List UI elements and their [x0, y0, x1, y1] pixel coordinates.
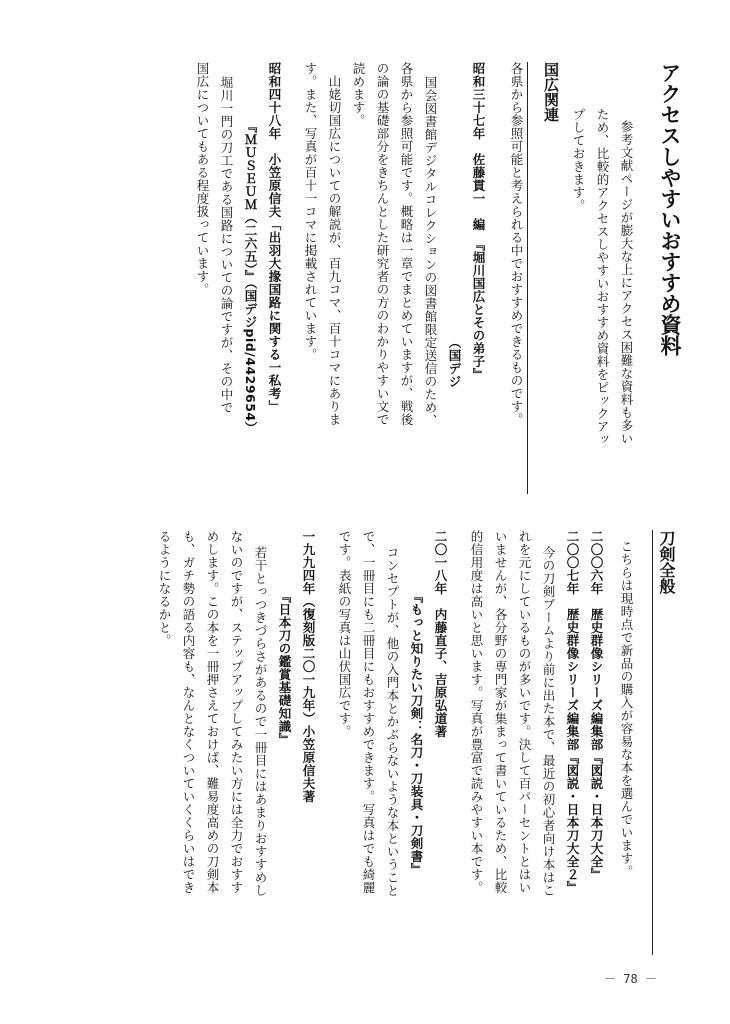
- lower-entry2-heading2: 『もっと知りたい刀剣：名刀・刀装具・刀剣書』: [409, 590, 424, 876]
- lower-entry1-body-2: れを元にしているものが多いです。決して百パーセントとはい: [517, 530, 532, 894]
- lower-entry3-body-3: めします。この本を一冊押さえておけば、難易度高めの刀剣本: [205, 530, 220, 894]
- lower-entry3-body-4: も、ガチ勢の語る内容も、なんとなくついていくくらいはでき: [181, 530, 196, 894]
- upper-entry2-body-2: 国広についてもある程度扱っています。: [195, 62, 210, 296]
- lower-intro: こちらは現時点で新品の購入が容易な本を選んでいます。: [619, 540, 634, 878]
- upper-entry1-body-5: 山姥切国広についての解説が、百九コマ、百十コマにありま: [327, 62, 342, 426]
- upper-intro-1: 参考文献ページが膨大な上にアクセス困難な資料も多い: [619, 120, 634, 445]
- lower-entry3-body-5: るようになるかと。: [157, 530, 172, 647]
- upper-entry1-body-2: 各県から参照可能です。概略は一章でまとめていますが、戦後: [399, 62, 414, 426]
- upper-entry1-body-3: の論の基礎部分をきちんとした研究者の方のわかりやすい文で: [375, 62, 390, 426]
- upper-entry1-heading2: （国デジ: [447, 336, 462, 388]
- lower-entry1-body-3: いませんが、各分野の専門家が集まって書いているため、比較: [493, 530, 508, 894]
- lower-entry2-body-2: で、一冊目にも二冊目にもおすすめできます。写真はでも綺麗: [361, 530, 376, 894]
- lower-entry2-body-3: です。表紙の写真は山伏国広です。: [337, 530, 352, 738]
- lower-entry3-heading2: 『日本刀の鑑賞基礎知識』: [277, 590, 292, 746]
- upper-entry1-body-1: 国会図書館デジタルコレクションの図書館限定送信のため、: [423, 76, 438, 427]
- upper-section-heading: 国広関連: [542, 62, 560, 122]
- upper-entry2-heading1: 昭和四十八年 小笠原信夫「出羽大掾国路に関する一私考」: [267, 62, 282, 413]
- upper-section-intro: 各県から参照可能と考えられる中でおすすめできるものです。: [509, 62, 524, 426]
- lower-entry1-body-1: 今の刀剣ブームより前に出た本で、最近の初心者向け本はこ: [541, 546, 556, 897]
- lower-title-rule: [652, 530, 653, 955]
- upper-entry1-body-4: 読めます。: [351, 62, 366, 127]
- lower-entry2-body-1: コンセプトが、他の入門本とかぶらないような本ということ: [385, 546, 400, 897]
- lower-title: 刀剣全般: [657, 530, 676, 594]
- lower-entry3-body-1: 若干とっつきづらさがあるので一冊目にはあまりおすすめし: [253, 546, 268, 897]
- upper-title: アクセスしやすいおすすめ資料: [658, 62, 682, 356]
- lower-entry2-heading1: 二〇一八年 内藤直子、吉原弘道著: [433, 530, 448, 738]
- upper-intro-2: ため、比較的アクセスしやすいおすすめ資料をピックアッ: [595, 108, 610, 446]
- lower-entry3-body-2: ないのですが、ステップアップしてみたい方には全力でおすす: [229, 530, 244, 894]
- upper-intro-3: プしておきます。: [571, 108, 586, 212]
- lower-entry1-heading2: 二〇〇七年 歴史群像シリーズ編集部『図説・日本刀大全２』: [565, 530, 580, 894]
- upper-entry2-body-1: 堀川一門の刀工である国路についての論ですが、その中で: [219, 76, 234, 414]
- lower-entry1-heading1: 二〇〇六年 歴史群像シリーズ編集部『図説・日本刀大全』: [589, 530, 604, 881]
- upper-entry1-body-6: す。また、写真が百十一コマに掲載されています。: [303, 62, 318, 361]
- lower-entry1-body-4: 的信用度は高いと思います。写真が豊富で読みやすい本です。: [469, 530, 484, 894]
- page-number: － 78 －: [604, 972, 657, 986]
- upper-entry2-heading2: 『ＭＵＳＥＵＭ（二六五）』（国デジpid/4429654）: [243, 120, 258, 435]
- upper-entry1-heading1: 昭和三十七年 佐藤貫一 編 『堀川国広とその弟子』: [471, 62, 486, 381]
- lower-entry3-heading1: 一九九四年（復刻版二〇一九年）小笠原信夫著: [301, 530, 316, 803]
